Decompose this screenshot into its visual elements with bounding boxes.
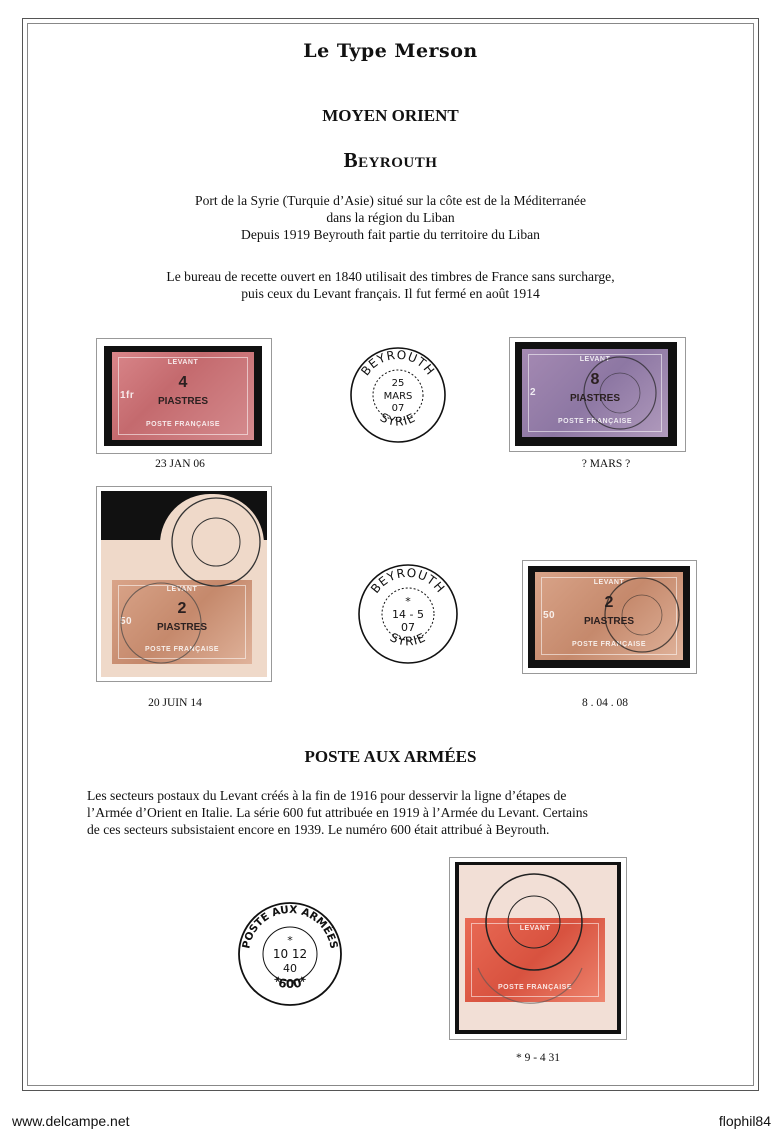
poste-aux-armees-postmark <box>236 900 344 1008</box>
army-line: Les secteurs postaux du Levant créés à la fin de 1916 pour desservir la ligne d’étapes de <box>87 788 567 803</box>
stamp-caption: 8 . 04 . 08 <box>582 697 628 709</box>
stamp-cancellation <box>470 962 590 1026</box>
postmark-line: 07 <box>401 621 415 634</box>
city-heading: Beyrouth <box>343 148 438 172</box>
svg-text:BEYROUTH <box>368 566 448 596</box>
army-line: l’Armée d’Orient en Italie. La série 600 fut attribuée en 1919 à l’Armée du Levant. Certains <box>87 805 588 820</box>
office-paragraph <box>60 268 721 302</box>
intro-line: dans la région du Liban <box>326 210 455 225</box>
stamp-cancellation <box>482 870 586 974</box>
footer-seller: flophil84 <box>718 1113 771 1129</box>
intro-line: Port de la Syrie (Turquie d’Asie) situé sur la côte est de la Méditerranée <box>195 193 586 208</box>
postmark-top-text: BEYROUTH <box>368 565 448 596</box>
stamp-caption: 20 JUIN 14 <box>148 697 202 709</box>
merson-stamp: LEVANT 2 PIASTRES 50 POSTE FRANÇAISE <box>112 580 252 664</box>
postmark-line: * <box>405 595 411 608</box>
stamp-caption: * 9 - 4 31 <box>515 1052 561 1064</box>
beyrouth-postmark <box>348 345 448 445</box>
stamp-caption: 23 JAN 06 <box>155 458 205 470</box>
postmark-top-text: POSTE AUX ARMÉES <box>240 903 340 950</box>
merson-stamp: LEVANT 8 PIASTRES 2 POSTE FRANÇAISE <box>522 349 668 437</box>
postmark-line: 10 12 <box>272 947 308 961</box>
footer-site: www.delcampe.net <box>12 1113 130 1129</box>
postmark-line: 07 <box>391 403 405 414</box>
office-line: puis ceux du Levant français. Il fut fermé en août 1914 <box>241 286 540 301</box>
region-heading: MOYEN ORIENT <box>322 106 459 125</box>
merson-stamp: LEVANT 4 PIASTRES 1fr POSTE FRANÇAISE <box>112 352 254 440</box>
page-title: Le Type Merson <box>303 40 478 62</box>
postmark-line: MARS <box>383 391 413 402</box>
postmark-bottom-text: SYRIE <box>377 410 419 429</box>
postmark-line: 40 <box>283 962 297 975</box>
stamp-cancellation <box>580 353 660 433</box>
intro-paragraph <box>60 192 721 243</box>
postmark-top-text: BEYROUTH <box>358 347 438 379</box>
stamp-cancellation <box>601 574 683 656</box>
postmark-bottom-text: *600* <box>270 973 310 992</box>
postmark-line: 25 <box>391 378 405 389</box>
army-paragraph <box>87 787 727 838</box>
beyrouth-postmark <box>356 562 460 666</box>
merson-stamp: LEVANT 2 PIASTRES 50 POSTE FRANÇAISE <box>535 572 683 660</box>
svg-text:*600* <box>271 973 310 991</box>
merson-stamp: LEVANT POSTE FRANÇAISE <box>465 918 605 1002</box>
stamp-caption: ? MARS ? <box>581 458 631 470</box>
intro-line: Depuis 1919 Beyrouth fait partie du territoire du Liban <box>241 227 540 242</box>
section-heading: POSTE AUX ARMÉES <box>304 747 477 766</box>
svg-text:BEYROUTH <box>358 348 438 378</box>
stamp-cancellation <box>168 494 264 590</box>
postmark-line: 14 - 5 <box>392 608 424 621</box>
postmark-bottom-text: SYRIE <box>387 630 429 649</box>
postmark-line: * <box>287 934 293 947</box>
office-line: Le bureau de recette ouvert en 1840 utilisait des timbres de France sans surcharge, <box>166 269 615 284</box>
army-line: de ces secteurs subsistaient encore en 1939. Le numéro 600 était attribué à Beyrouth. <box>87 822 550 837</box>
stamp-cancellation <box>116 578 206 668</box>
